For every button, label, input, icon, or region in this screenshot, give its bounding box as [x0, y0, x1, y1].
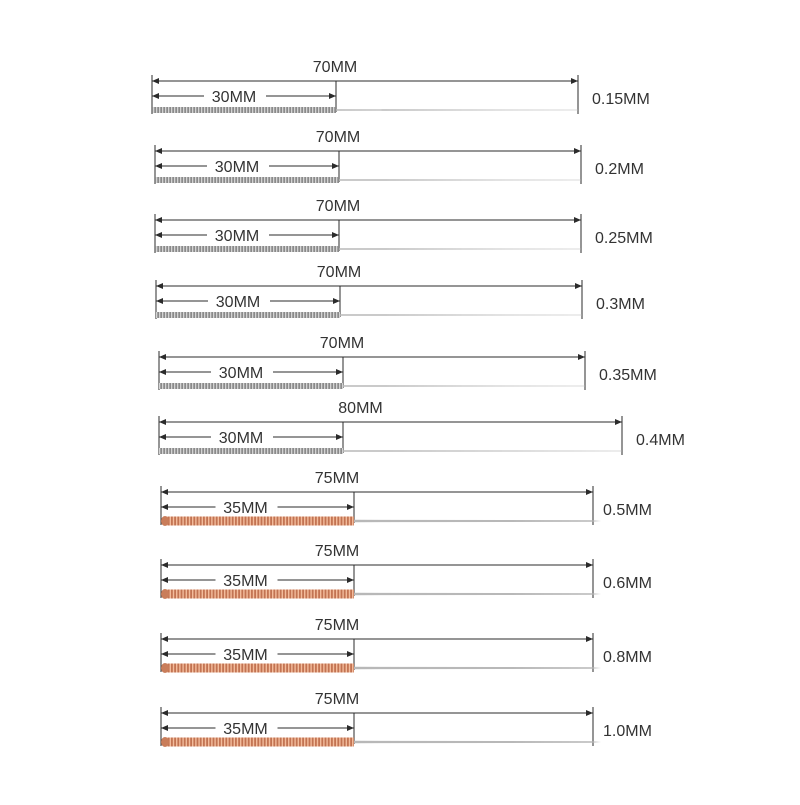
total-length-label: 70MM — [315, 198, 361, 215]
arrow-head-right — [336, 434, 343, 440]
handle-length-label: 35MM — [223, 647, 268, 664]
arrow-head-left — [152, 93, 159, 99]
arrow-head-left — [161, 710, 168, 716]
needle-shaft — [354, 667, 601, 669]
arrow-head-left — [161, 577, 168, 583]
total-length-label: 70MM — [319, 335, 365, 352]
diameter-label: 0.5MM — [603, 502, 652, 519]
handle-length-label: 30MM — [218, 430, 264, 447]
arrow-head-left — [155, 148, 162, 154]
handle-length-label: 35MM — [223, 500, 268, 517]
needle-row — [155, 198, 653, 253]
arrow-head-left — [155, 232, 162, 238]
arrow-head-right — [332, 163, 339, 169]
arrow-head-left — [152, 78, 159, 84]
arrow-head-left — [161, 636, 168, 642]
needle-row — [156, 264, 645, 319]
total-length-label: 80MM — [338, 400, 383, 417]
needle-row — [159, 335, 657, 390]
diameter-label: 0.35MM — [599, 367, 657, 384]
copper-handle — [165, 590, 354, 599]
diameter-label: 0.2MM — [595, 161, 644, 178]
handle-length-label: 30MM — [214, 159, 260, 176]
handle-length-label: 30MM — [215, 294, 261, 311]
arrow-head-right — [586, 710, 593, 716]
arrow-head-left — [161, 504, 168, 510]
handle-length-label: 30MM — [214, 228, 260, 245]
handle-tail-loop — [161, 737, 169, 747]
diameter-label: 1.0MM — [603, 723, 652, 740]
arrow-head-left — [156, 298, 163, 304]
handle-length-label: 35MM — [223, 721, 268, 738]
copper-handle — [165, 738, 354, 747]
handle-length-label: 30MM — [218, 365, 264, 382]
total-length-label: 75MM — [314, 543, 360, 560]
arrow-head-right — [574, 148, 581, 154]
needle-shaft — [343, 450, 622, 452]
arrow-head-right — [575, 283, 582, 289]
arrow-head-right — [586, 562, 593, 568]
total-length-label: 70MM — [316, 264, 362, 281]
handle-tail-loop — [161, 589, 169, 599]
steel-handle — [156, 312, 340, 318]
total-length-label: 75MM — [314, 617, 360, 634]
needle-row — [159, 400, 685, 455]
steel-handle — [159, 383, 343, 389]
handle-length-label: 30MM — [211, 89, 257, 106]
total-length-label: 70MM — [315, 129, 361, 146]
arrow-head-left — [156, 283, 163, 289]
diameter-label: 0.3MM — [596, 296, 645, 313]
arrow-head-right — [586, 489, 593, 495]
arrow-head-left — [161, 651, 168, 657]
total-length-label: 75MM — [314, 691, 360, 708]
needle-shaft — [339, 248, 581, 250]
copper-handle — [165, 517, 354, 526]
needle-row — [155, 129, 644, 184]
arrow-head-left — [155, 163, 162, 169]
needle-shaft — [354, 520, 601, 522]
arrow-head-right — [347, 651, 354, 657]
arrow-head-left — [159, 369, 166, 375]
arrow-head-right — [578, 354, 585, 360]
arrow-head-right — [347, 725, 354, 731]
arrow-head-right — [571, 78, 578, 84]
arrow-head-left — [161, 489, 168, 495]
needle-row — [161, 617, 652, 673]
needle-row — [161, 543, 652, 599]
arrow-head-right — [347, 577, 354, 583]
steel-handle — [159, 448, 343, 454]
arrow-head-right — [347, 504, 354, 510]
steel-handle — [155, 246, 339, 252]
arrow-head-right — [333, 298, 340, 304]
needle-shaft — [354, 741, 601, 743]
diameter-label: 0.6MM — [603, 575, 652, 592]
arrow-head-left — [161, 562, 168, 568]
needle-shaft — [336, 109, 578, 111]
arrow-head-left — [161, 725, 168, 731]
arrow-head-left — [159, 419, 166, 425]
arrow-head-right — [574, 217, 581, 223]
needle-shaft — [339, 179, 581, 181]
arrow-head-left — [159, 434, 166, 440]
arrow-head-right — [329, 93, 336, 99]
needle-shaft — [354, 593, 601, 595]
total-length-label: 70MM — [312, 59, 358, 76]
steel-handle — [155, 177, 339, 183]
arrow-head-left — [155, 217, 162, 223]
total-length-label: 75MM — [314, 470, 360, 487]
handle-length-label: 35MM — [223, 573, 268, 590]
arrow-head-right — [586, 636, 593, 642]
handle-tail-loop — [161, 663, 169, 673]
needle-row — [161, 691, 652, 747]
diameter-label: 0.4MM — [636, 432, 685, 449]
arrow-head-right — [336, 369, 343, 375]
steel-handle — [152, 107, 336, 113]
arrow-head-left — [159, 354, 166, 360]
diameter-label: 0.8MM — [603, 649, 652, 666]
arrow-head-right — [332, 232, 339, 238]
needle-row — [152, 59, 650, 114]
needle-shaft — [343, 385, 585, 387]
diameter-label: 0.15MM — [592, 91, 650, 108]
diameter-label: 0.25MM — [595, 230, 653, 247]
handle-tail-loop — [161, 516, 169, 526]
copper-handle — [165, 664, 354, 673]
arrow-head-right — [615, 419, 622, 425]
needle-row — [161, 470, 652, 526]
needle-shaft — [340, 314, 582, 316]
